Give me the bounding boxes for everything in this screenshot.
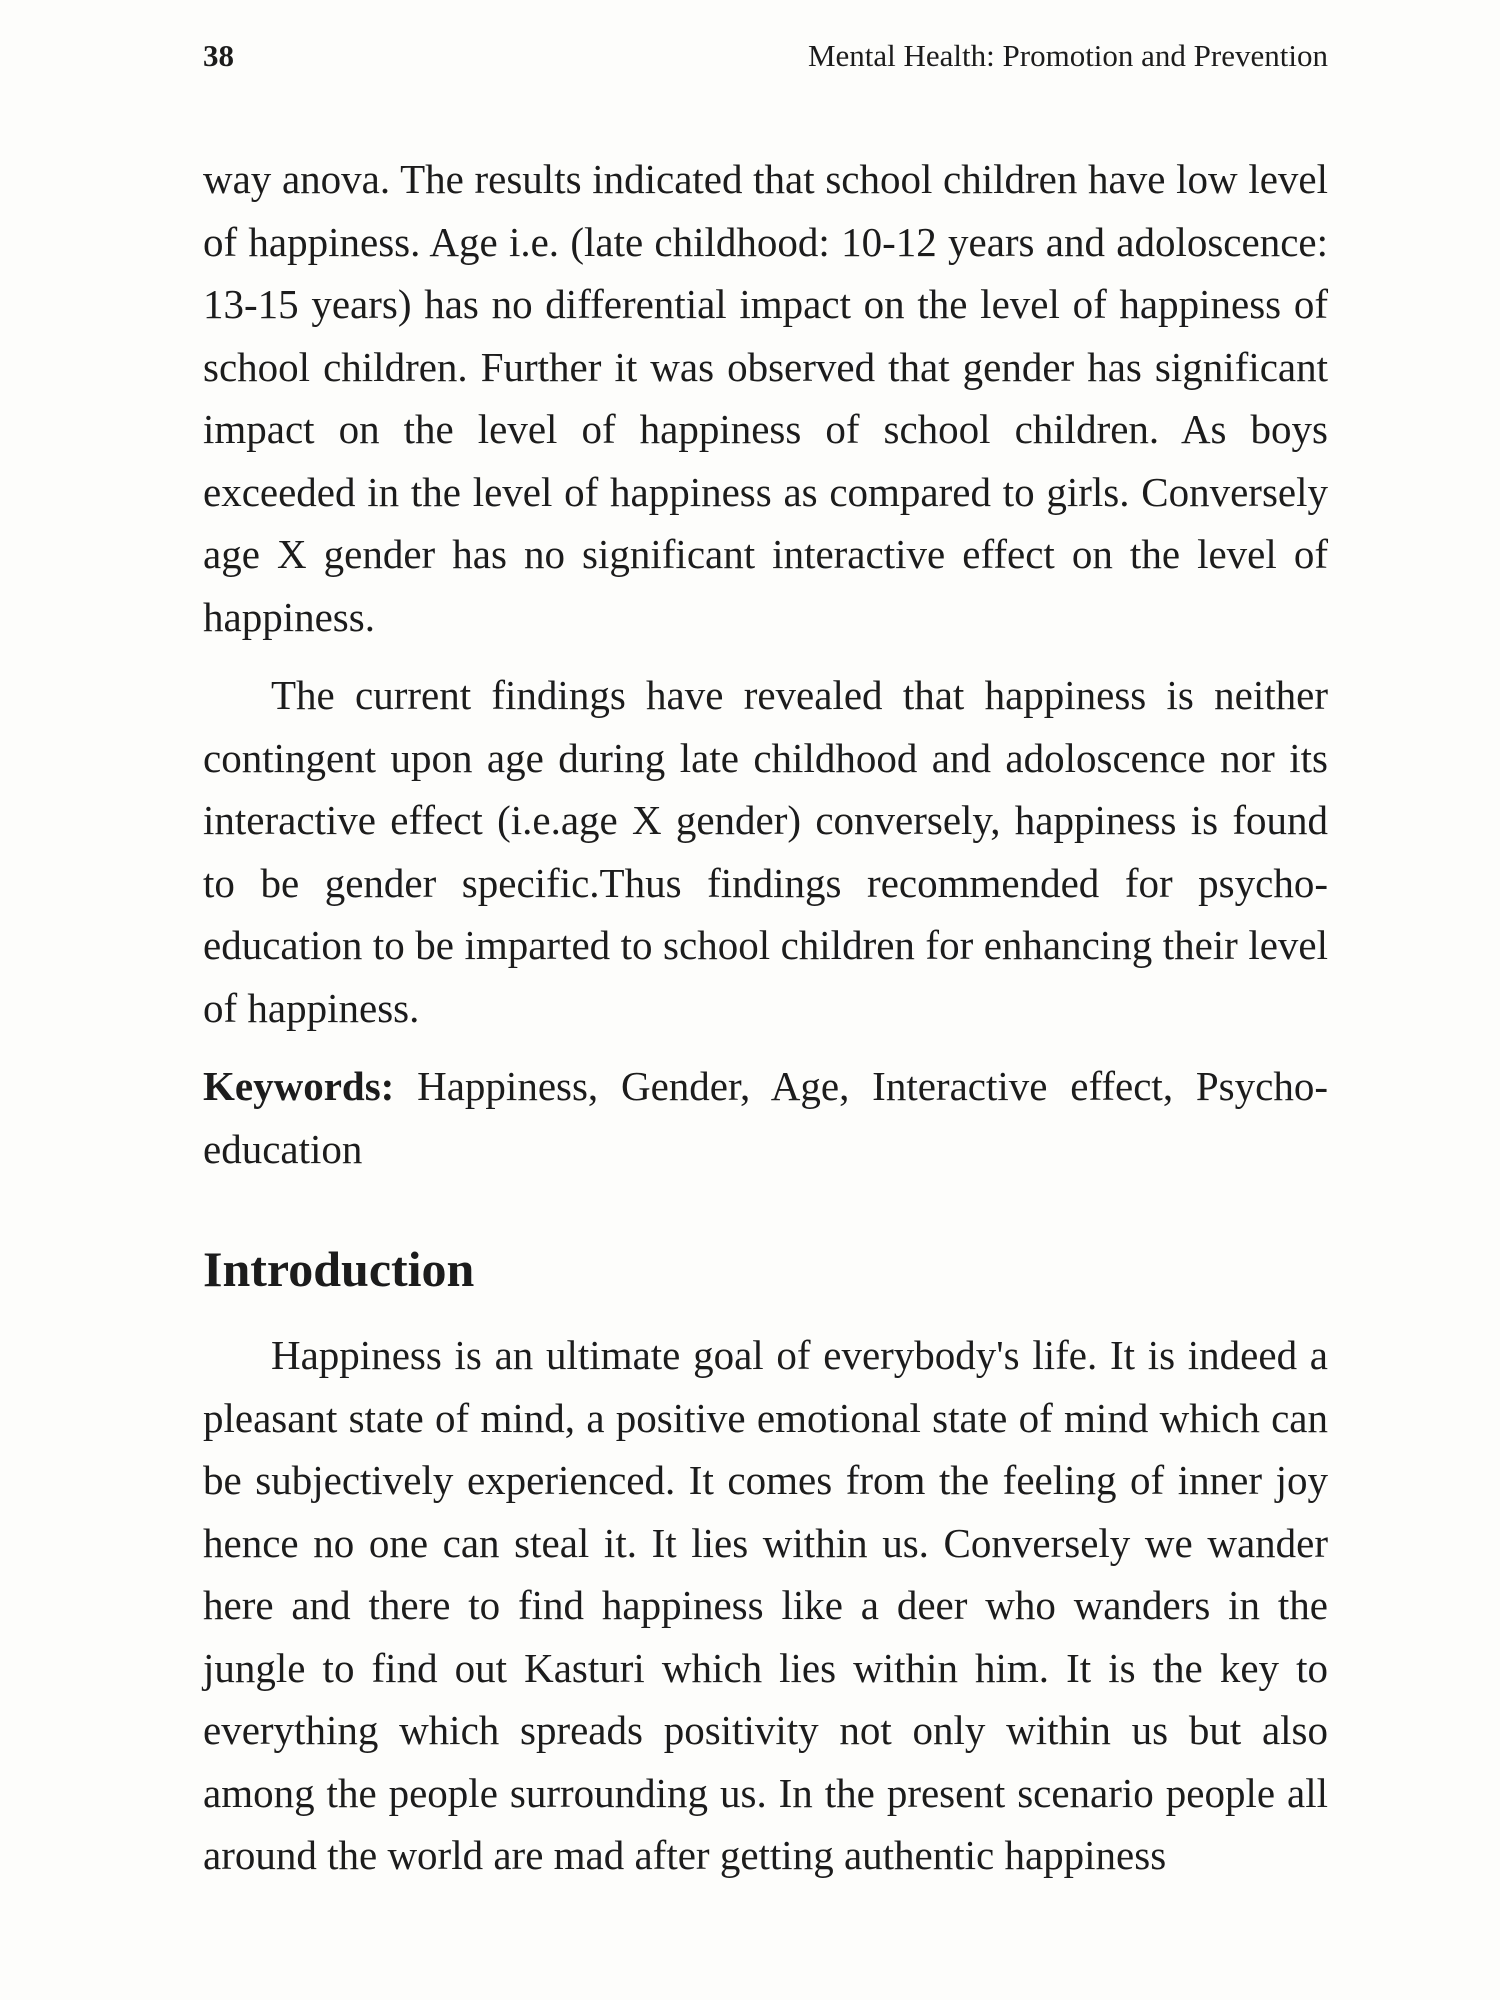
section-heading-introduction: Introduction <box>203 1241 475 1297</box>
paragraph-continued: way anova. The results indicated that school children have low level of happiness. Age i.e. (late childhood: 10-12 years and adoloscence: 13-15 years) has no differential impact on the level of happiness of school children. Further it was observed that gender has significant impact on the level of happiness of school children. As boys exceeded in the level of happiness as compared to girls. Conversely age X gender has no significant interactive effect on the level of happiness. <box>203 156 1328 640</box>
page-number: 38 <box>203 38 234 73</box>
paragraph-introduction: Happiness is an ultimate goal of everybody's life. It is indeed a pleasant state of mind, a positive emotional state of mind which can be subjectively experienced. It comes from the feeling of inner joy hence no one can steal it. It lies within us. Conversely we wander here and there to find happiness like a deer who wanders in the jungle to find out Kasturi which lies within him. It is the key to everything which spreads positivity not only within us but also among the people surrounding us. In the present scenario people all around the world are mad after getting authentic happiness <box>203 1332 1328 1878</box>
keywords-label: Keywords: <box>203 1063 395 1109</box>
keywords-text: Happiness, Gender, Age, Interactive effect, Psycho-education <box>203 1063 1328 1172</box>
body-text <box>203 148 1328 1903</box>
running-title: Mental Health: Promotion and Prevention <box>807 38 1328 73</box>
paragraph-findings: The current findings have revealed that happiness is neither contingent upon age during late childhood and adoloscence nor its interactive effect (i.e.age X gender) conversely, happiness is found to be gender specific.Thus findings recommended for psycho-education to be imparted to school children for enhancing their level of happiness. <box>203 672 1328 1031</box>
keywords-line <box>203 1055 1328 1180</box>
running-header <box>203 36 1328 76</box>
